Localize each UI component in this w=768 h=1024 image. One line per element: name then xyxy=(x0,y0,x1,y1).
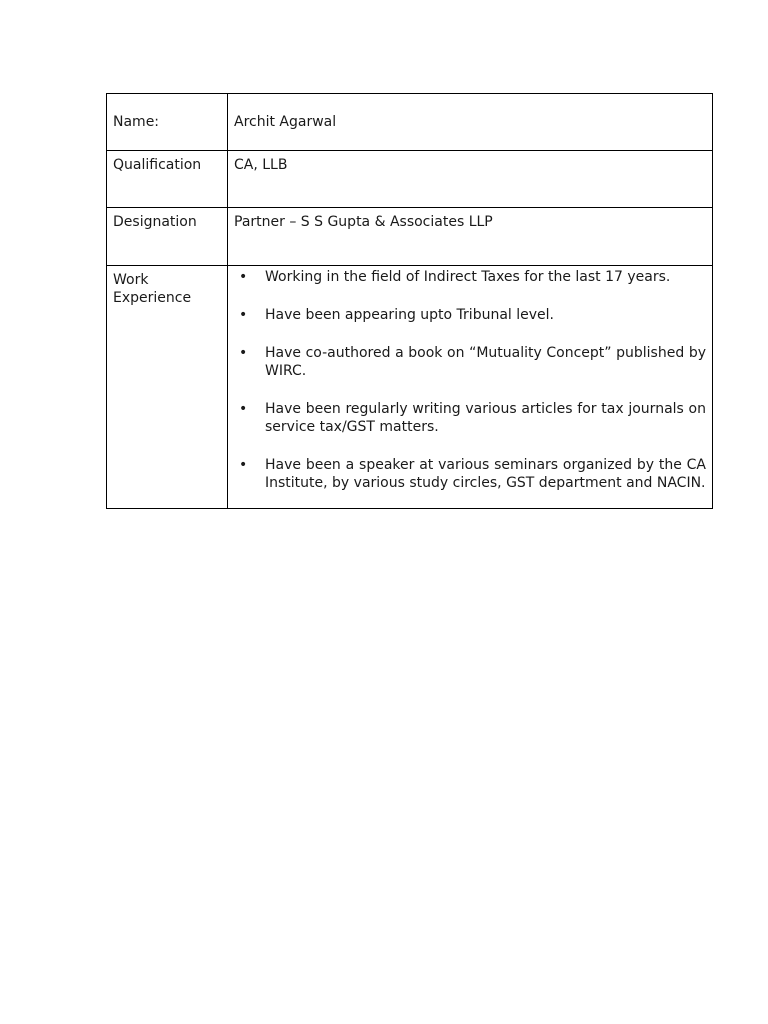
name-label: Name: xyxy=(113,114,160,130)
name-label-cell xyxy=(107,94,228,151)
list-item xyxy=(234,268,706,286)
work-experience-label: Work Experience xyxy=(113,272,192,306)
name-value-cell xyxy=(228,94,713,151)
work-experience-value-cell xyxy=(228,266,713,509)
qualification-value-cell xyxy=(228,151,713,208)
bullet-icon: • xyxy=(239,401,248,417)
list-item-text: Have been a speaker at various seminars organized by the CA Institute, by various study circles, GST department and NACIN. xyxy=(265,457,706,491)
work-experience-label-cell xyxy=(107,266,228,509)
qualification-label: Qualification xyxy=(113,157,202,173)
bullet-icon: • xyxy=(239,269,248,285)
list-item xyxy=(234,306,706,324)
bullet-icon: • xyxy=(239,307,248,323)
table-row-qualification xyxy=(107,151,713,208)
list-item xyxy=(234,344,706,380)
qualification-value: CA, LLB xyxy=(234,157,288,173)
list-item xyxy=(234,400,706,436)
table-row-work-experience xyxy=(107,266,713,509)
designation-label: Designation xyxy=(113,214,197,230)
work-experience-list xyxy=(228,266,712,492)
designation-value: Partner – S S Gupta & Associates LLP xyxy=(234,214,493,230)
qualification-label-cell xyxy=(107,151,228,208)
designation-value-cell xyxy=(228,208,713,266)
bullet-icon: • xyxy=(239,457,248,473)
list-item-text: Have been appearing upto Tribunal level. xyxy=(265,307,554,323)
profile-table xyxy=(106,93,713,509)
bullet-icon: • xyxy=(239,345,248,361)
list-item-text: Have co-authored a book on “Mutuality Concept” published by WIRC. xyxy=(265,345,706,379)
designation-label-cell xyxy=(107,208,228,266)
name-value: Archit Agarwal xyxy=(234,114,337,130)
list-item-text: Working in the field of Indirect Taxes for the last 17 years. xyxy=(265,269,671,285)
list-item xyxy=(234,456,706,492)
list-item-text: Have been regularly writing various articles for tax journals on service tax/GST matters. xyxy=(265,401,706,435)
table-row-designation xyxy=(107,208,713,266)
table-row-name xyxy=(107,94,713,151)
